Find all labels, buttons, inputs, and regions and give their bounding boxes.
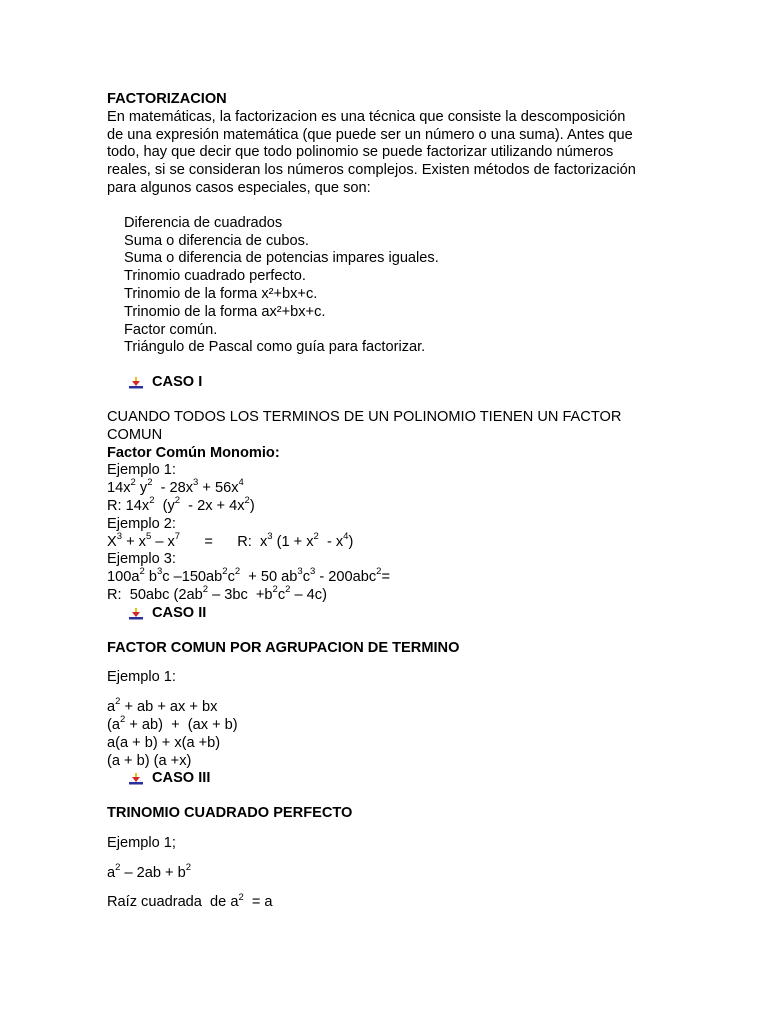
superscript: 2: [139, 566, 145, 578]
expr-text: X: [107, 533, 117, 550]
expr-text: 14x: [107, 480, 131, 497]
superscript: 2: [149, 495, 155, 507]
superscript: 3: [156, 566, 163, 578]
math-result: [107, 495, 667, 516]
bullet-arrow-icon: [129, 773, 143, 785]
bullet-arrow-icon: [129, 377, 143, 389]
superscript: 3: [310, 566, 316, 578]
math-expression: (a + b) (a +x): [107, 752, 192, 769]
expr-text: = a: [243, 894, 273, 911]
caso-1-label: CASO I: [152, 374, 203, 391]
expr-text: b: [144, 569, 157, 586]
expr-text: – 2ab + b: [120, 864, 186, 881]
math-expression: [107, 566, 667, 587]
math-expression: a(a + b) + x(a +b): [107, 734, 221, 751]
expr-text: 100a: [107, 569, 140, 586]
example-label: Ejemplo 3:: [107, 551, 176, 568]
caso-1-subheading: Factor Común Monomio:: [107, 444, 280, 461]
expr-text: ): [348, 533, 354, 550]
math-expression: [107, 477, 667, 498]
superscript: 5: [145, 530, 152, 542]
method-item: Trinomio cuadrado perfecto.: [124, 268, 306, 285]
superscript: 2: [202, 584, 209, 596]
expr-text: Raíz cuadrada de a: [107, 894, 239, 911]
method-item: Triángulo de Pascal como guía para factorizar.: [124, 339, 426, 356]
expr-text: - 28x: [152, 480, 194, 497]
superscript: 2: [185, 861, 192, 873]
superscript: 2: [244, 495, 250, 507]
superscript: 2: [272, 584, 278, 596]
superscript: 2: [115, 696, 121, 708]
expr-text: = R: x: [180, 533, 268, 550]
math-expression: [107, 696, 667, 717]
expr-text: (1 + x: [272, 533, 314, 550]
expr-text: ): [249, 497, 255, 514]
caso-3-title: TRINOMIO CUADRADO PERFECTO: [107, 805, 353, 822]
document-title: FACTORIZACION: [107, 91, 227, 107]
method-item: Diferencia de cuadrados: [124, 214, 283, 231]
caso-2-title: FACTOR COMUN POR AGRUPACION DE TERMINO: [107, 639, 460, 656]
expr-text: - x: [318, 533, 344, 550]
expr-text: c: [302, 569, 310, 586]
superscript: 2: [119, 714, 126, 726]
intro-line: para algunos casos especiales, que son:: [107, 179, 371, 196]
caso-2-label: CASO II: [152, 604, 207, 621]
expr-text: c: [277, 586, 286, 603]
expr-text: – 3bc +b: [208, 586, 273, 603]
superscript: 3: [116, 530, 123, 542]
expr-text: a: [107, 864, 116, 881]
expr-text: + 56x: [198, 480, 239, 497]
superscript: 2: [313, 530, 319, 542]
expr-text: =: [381, 569, 390, 586]
expr-text: – x: [151, 533, 175, 550]
superscript: 2: [130, 477, 136, 489]
expr-text: c: [227, 569, 235, 586]
caso-3-label: CASO III: [152, 770, 211, 787]
intro-line: de una expresión matemática (que puede ser un número o una suma). Antes que: [107, 126, 633, 143]
method-item: Trinomio de la forma ax²+bx+c.: [124, 303, 326, 320]
expr-text: R: 14x: [107, 497, 150, 514]
superscript: 4: [343, 530, 349, 542]
example-label: Ejemplo 1;: [107, 834, 176, 851]
expr-text: (a: [107, 716, 120, 733]
intro-line: En matemáticas, la factorizacion es una técnica que consiste la descomposición: [107, 108, 626, 125]
superscript: 7: [174, 530, 181, 542]
expr-text: – 4c): [290, 586, 327, 603]
math-expression: [107, 714, 667, 735]
superscript: 2: [115, 861, 121, 873]
caso-2-heading: [107, 605, 667, 623]
intro-line: todo, hay que decir que todo polinomio se puede factorizar utilizando números: [107, 144, 614, 161]
intro-line: reales, si se consideran los números complejos. Existen métodos de factorización: [107, 162, 636, 179]
method-item: Suma o diferencia de cubos.: [124, 232, 309, 249]
caso-1-title-line: COMUN: [107, 426, 163, 443]
superscript: 4: [238, 477, 244, 489]
intro-paragraph: [107, 109, 667, 198]
example-label: Ejemplo 1:: [107, 462, 176, 479]
superscript: 2: [147, 477, 153, 489]
example-label: Ejemplo 1:: [107, 669, 176, 686]
caso-3-heading: [107, 770, 667, 788]
superscript: 2: [234, 566, 241, 578]
example-label: Ejemplo 2:: [107, 515, 176, 532]
math-expression: [107, 891, 667, 912]
bullet-arrow-icon: [129, 608, 143, 620]
method-item: Suma o diferencia de potencias impares iguales.: [124, 250, 439, 267]
caso-1-title-line: CUANDO TODOS LOS TERMINOS DE UN POLINOMIO TIENEN UN FACTOR: [107, 408, 622, 425]
math-expression: [107, 530, 667, 552]
superscript: 3: [297, 566, 303, 578]
superscript: 3: [267, 530, 273, 542]
expr-text: + ab) + (ax + b): [125, 716, 238, 733]
expr-text: + 50 ab: [240, 569, 298, 586]
expr-text: - 200abc: [315, 569, 377, 586]
expr-text: c –150ab: [162, 569, 223, 586]
superscript: 2: [285, 584, 291, 596]
superscript: 3: [193, 477, 199, 489]
superscript: 2: [222, 566, 228, 578]
math-expression: [107, 861, 667, 883]
expr-text: y: [135, 480, 148, 497]
method-item: Factor común.: [124, 321, 218, 338]
superscript: 2: [174, 495, 181, 507]
expr-text: a: [107, 699, 116, 716]
methods-list: [107, 215, 667, 357]
expr-text: + x: [122, 533, 146, 550]
superscript: 2: [376, 566, 382, 578]
expr-text: + ab + ax + bx: [120, 699, 218, 716]
caso-1-heading: [107, 374, 667, 392]
document-page: [107, 91, 667, 912]
expr-text: R: 50abc (2ab: [107, 586, 203, 603]
method-item: Trinomio de la forma x²+bx+c.: [124, 285, 318, 302]
superscript: 2: [238, 891, 244, 903]
expr-text: (y: [154, 497, 175, 514]
expr-text: - 2x + 4x: [180, 497, 245, 514]
math-result: [107, 584, 667, 605]
